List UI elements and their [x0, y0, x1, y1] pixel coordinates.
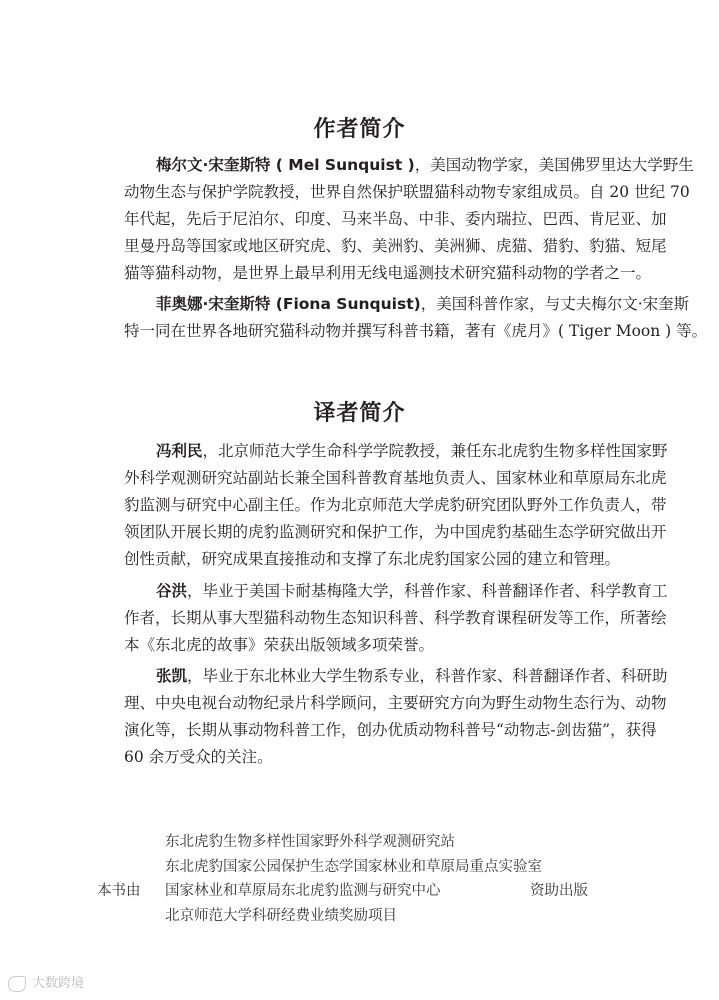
- bio-paragraph: [124, 438, 668, 573]
- line-text: 特一同在世界各地研究猫科动物并撰写科普书籍，著有《虎月》( Tiger Moon ) 等。: [124, 322, 708, 340]
- text-line: [124, 578, 668, 605]
- text-line: [124, 744, 611, 771]
- sponsor-item: 北京师范大学科研经费业绩奖励项目: [165, 907, 397, 924]
- watermark-text: 大数跨境: [32, 976, 85, 991]
- line-text: ，毕业于美国卡耐基梅隆大学，科普作家、科普翻译作者、科学教育工: [187, 582, 668, 600]
- text-line: [124, 206, 667, 233]
- line-text: 演化等，长期从事动物科普工作，创办优质动物科普号“动物志-剑齿猫”，获得: [124, 721, 657, 739]
- line-text: 猫等猫科动物，是世界上最早利用无线电遥测技术研究猫科动物的学者之一。: [124, 264, 652, 282]
- line-text: 豹监测与研究中心副主任。作为北京师范大学虎豹研究团队野外工作负责人，带: [124, 496, 667, 514]
- line-text: 本《东北虎的故事》荣获出版领域多项荣誉。: [124, 636, 435, 654]
- watermark-logo-icon: [8, 976, 26, 992]
- sponsor-item: 东北虎豹国家公园保护生态学国家林业和草原局重点实验室: [165, 858, 542, 875]
- text-line: [124, 438, 668, 465]
- person-name: 冯利民: [156, 442, 203, 460]
- text-line: [124, 318, 708, 345]
- text-line: [124, 179, 690, 206]
- translator-section-title: 译者简介: [313, 401, 406, 426]
- line-text: 理、中央电视台动物纪录片科学顾问，主要研究方向为野生动物生态行为、动物: [124, 694, 667, 712]
- line-text: 60 余万受众的关注。: [124, 748, 273, 766]
- text-line: [124, 519, 667, 546]
- text-line: [124, 465, 667, 492]
- sponsor-item: 东北虎豹生物多样性国家野外科学观测研究站: [165, 834, 455, 850]
- person-name: 梅尔文·宋奎斯特 ( Mel Sunquist ): [156, 156, 415, 174]
- line-text: ，北京师范大学生命科学学院教授，兼任东北虎豹生物多样性国家野: [202, 442, 668, 460]
- person-name: 谷洪: [156, 582, 188, 600]
- text-line: [124, 291, 690, 318]
- bio-paragraph: [124, 578, 668, 659]
- bio-paragraph: [124, 291, 708, 345]
- line-text: 领团队开展长期的虎豹监测研究和保护工作，为中国虎豹基础生态学研究做出开: [124, 523, 667, 541]
- author-section-title: 作者简介: [313, 117, 406, 142]
- line-text: 动物生态与保护学院教授，世界自然保护联盟猫科动物专家组成员。自 20 世纪 70: [124, 183, 690, 201]
- person-name: 张凯: [156, 667, 188, 685]
- text-line: [124, 663, 668, 690]
- watermark: [8, 972, 84, 992]
- text-line: [124, 690, 667, 717]
- line-text: 外科学观测研究站副站长兼全国科普教育基地负责人、国家林业和草原局东北虎: [124, 469, 667, 487]
- line-text: ，美国动物学家，美国佛罗里达大学野生: [414, 156, 694, 174]
- sponsor-item: 国家林业和草原局东北虎豹监测与研究中心: [165, 883, 441, 899]
- text-line: [124, 260, 652, 287]
- text-line: [124, 233, 667, 260]
- line-text: 作者，长期从事大型猫科动物生态知识科普、科学教育课程研发等工作，所著绘: [124, 609, 667, 627]
- sponsor-prefix: 本书由: [97, 883, 141, 899]
- person-name: 菲奥娜·宋奎斯特 (Fiona Sunquist): [156, 295, 421, 313]
- text-line: [124, 632, 611, 659]
- line-text: 年代起，先后于尼泊尔、印度、马来半岛、中非、委内瑞拉、巴西、肯尼亚、加: [124, 210, 667, 228]
- line-text: ，毕业于东北林业大学生物系专业，科普作家、科普翻译作者、科研助: [187, 667, 668, 685]
- text-line: [124, 605, 667, 632]
- line-text: 创性贡献，研究成果直接推动和支撑了东北虎豹国家公园的建立和管理。: [124, 550, 621, 568]
- text-line: [124, 546, 621, 573]
- bio-paragraph: [124, 663, 668, 771]
- bio-paragraph: [124, 152, 694, 287]
- sponsor-suffix: 资助出版: [530, 883, 588, 899]
- text-line: [124, 717, 657, 744]
- text-line: [124, 152, 694, 179]
- text-line: [124, 492, 667, 519]
- line-text: ，美国科普作家，与丈夫梅尔文·宋奎斯: [420, 295, 690, 313]
- line-text: 里曼丹岛等国家或地区研究虎、豹、美洲豹、美洲狮、虎猫、猎豹、豹猫、短尾: [124, 237, 667, 255]
- sponsor-list: [165, 830, 542, 928]
